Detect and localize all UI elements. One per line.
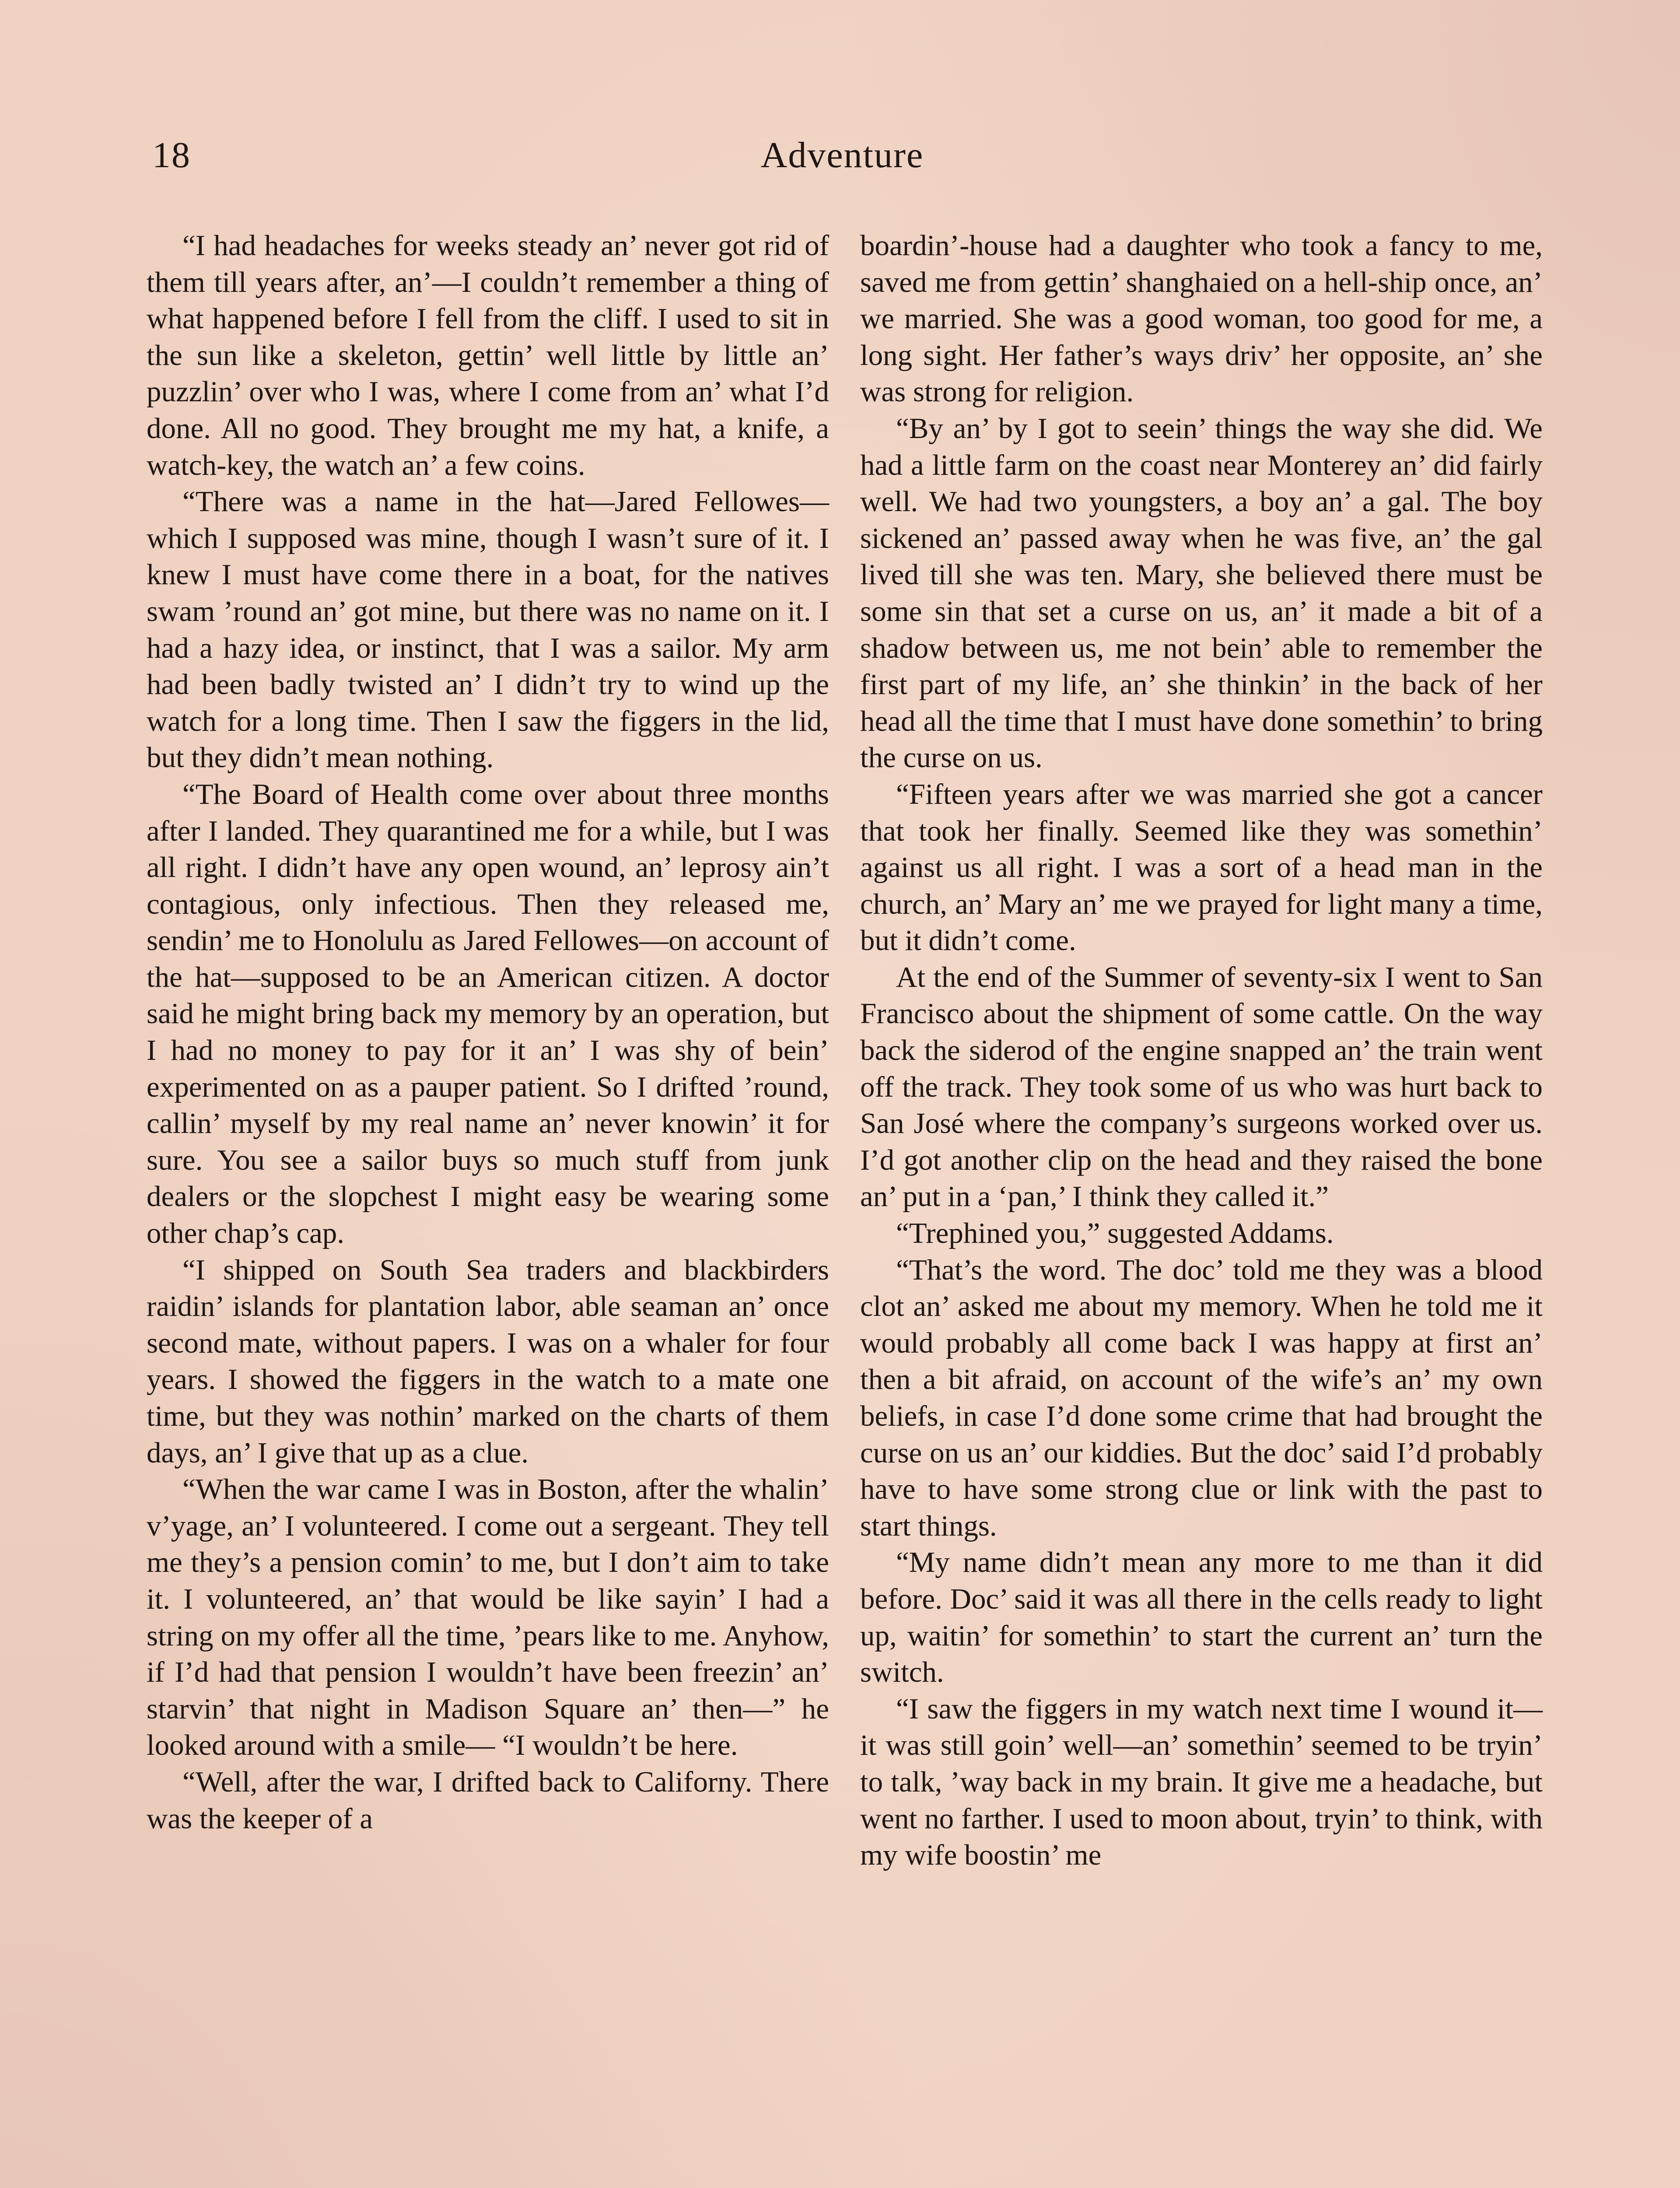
running-head: Adventure xyxy=(760,135,924,175)
paragraph: “Fifteen years after we was married she got a cancer that took her finally. Seemed like they was somethin’ against us all right. I was a sort of a head man in the church, an’ Mary an’ me we prayed for light many a time, but it didn’t come. xyxy=(860,778,1543,957)
page-header xyxy=(144,129,1540,182)
page-number: 18 xyxy=(152,135,191,175)
paragraph: “That’s the word. The doc’ told me they was a blood clot an’ asked me about my memory. When he told me it would probably all come back I was happy at first an’ then a bit afraid, on account of the wife’s an’ my own beliefs, in case I’d done some crime that had brought the curse on us an’ our kiddies. But the doc’ said I’d probably have to have some strong clue or link with the past to start things. xyxy=(860,1253,1543,1542)
paragraph: “I saw the figgers in my watch next time I wound it—it was still goin’ well—an’ somethin’ seemed to be tryin’ to talk, ’way back in my brain. It give me a headache, but went no farther. I used to moon about, tryin’ to think, with my wife boostin’ me xyxy=(860,1692,1543,1872)
paragraph: “I had headaches for weeks steady an’ never got rid of them till years after, an’—I couldn’t remember a thing of what happened before I fell from the cliff. I used to sit in the sun like a skeleton, gettin’ well little by little an’ puzzlin’ over who I was, where I come from an’ what I’d done. All no good. They brought me my hat, a knife, a watch-key, the watch an’ a few coins. xyxy=(147,229,829,481)
paragraph: “There was a name in the hat—Jared Fellowes—which I supposed was mine, though I wasn’t sure of it. I knew I must have come there in a boat, for the natives swam ’round an’ got mine, but there was no name on it. I had a hazy idea, or instinct, that I was a sailor. My arm had been badly twisted an’ I didn’t try to wind up the watch for a long time. Then I saw the figgers in the lid, but they didn’t mean nothing. xyxy=(147,485,829,774)
paragraph: “Well, after the war, I drifted back to Californy. There was the keeper of a xyxy=(147,1765,829,1835)
paragraph: “My name didn’t mean any more to me than it did before. Doc’ said it was all there in the cells ready to light up, waitin’ for somethin’ to start the current an’ turn the switch. xyxy=(860,1546,1543,1689)
paragraph: “The Board of Health come over about three months after I landed. They quarantined me for a while, but I was all right. I didn’t have any open wound, an’ leprosy ain’t contagious, only infectious. Then they released me, sendin’ me to Honolulu as Jared Fellowes—on account of the hat—supposed to be an American citizen. A doctor said he might bring back my memory by an operation, but I had no money to pay for it an’ I was shy of bein’ experimented on as a pauper patient. So I drifted ’round, callin’ myself by my real name an’ never knowin’ it for sure. You see a sailor buys so much stuff from junk dealers or the slopchest I might easy be wearing some other chap’s cap. xyxy=(147,778,829,1250)
right-column xyxy=(860,228,1543,1874)
paragraph: “By an’ by I got to seein’ things the way she did. We had a little farm on the coast near Monterey an’ did fairly well. We had two youngsters, a boy an’ a gal. The boy sickened an’ passed away when he was five, an’ the gal lived till she was ten. Mary, she believed there must be some sin that set a curse on us, an’ it made a bit of a shadow between us, me not bein’ able to remember the first part of my life, an’ she thinkin’ in the back of her head all the time that I must have done somethin’ to bring the curse on us. xyxy=(860,412,1543,774)
paragraph: “Trephined you,” suggested Addams. xyxy=(896,1217,1334,1250)
paragraph: “I shipped on South Sea traders and blackbirders raidin’ islands for plantation labor, able seaman an’ once second mate, without papers. I was on a whaler for four years. I showed the figgers in the watch to a mate one time, but they was nothin’ marked on the charts of them days, an’ I give that up as a clue. xyxy=(147,1253,829,1469)
left-column xyxy=(147,228,829,1837)
paragraph-continued: boardin’-house had a daughter who took a fancy to me, saved me from gettin’ shanghaied on a hell-ship once, an’ we married. She was a good woman, too good for me, a long sight. Her father’s ways driv’ her opposite, an’ she was strong for religion. xyxy=(860,229,1543,408)
paragraph: “When the war came I was in Boston, after the whalin’ v’yage, an’ I volunteered. I come out a sergeant. They tell me they’s a pension comin’ to me, but I don’t aim to take it. I volunteered, an’ that would be like sayin’ I had a string on my offer all the time, ’pears like to me. Anyhow, if I’d had that pension I wouldn’t have been freezin’ an’ starvin’ that night in Madison Square an’ then—” he looked around with a smile— “I wouldn’t be here. xyxy=(147,1473,829,1762)
paragraph: At the end of the Summer of seventy-six I went to San Francisco about the shipment of some cattle. On the way back the siderod of the engine snapped an’ the train went off the track. They took some of us who was hurt back to San José where the company’s surgeons worked over us. I’d got another clip on the head and they raised the bone an’ put in a ‘pan,’ I think they called it.” xyxy=(860,961,1543,1213)
